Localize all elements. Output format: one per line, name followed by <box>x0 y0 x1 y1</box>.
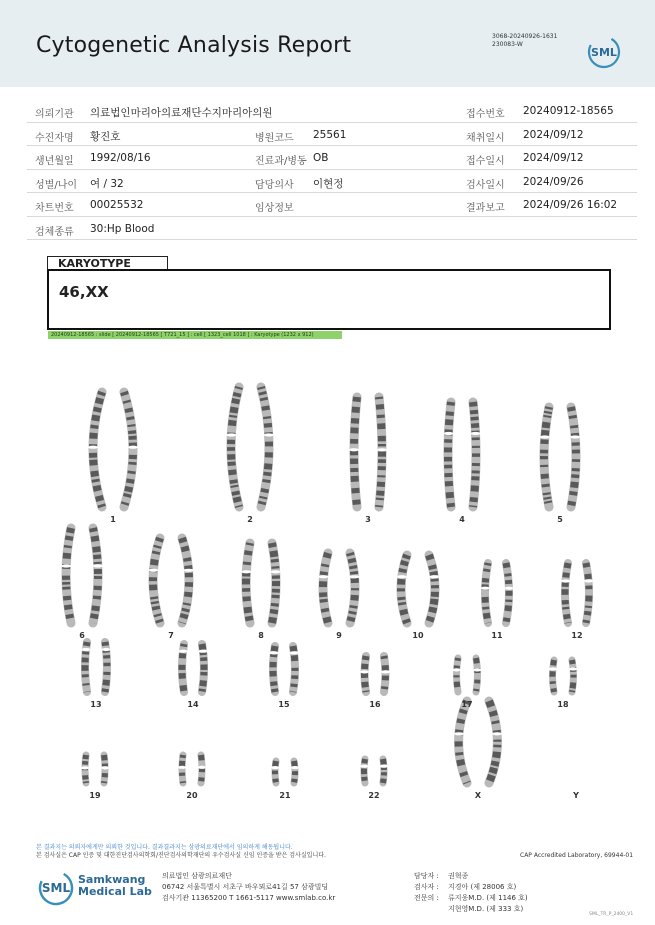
centromere <box>81 648 90 651</box>
report-code-line1: 3068-20240926-1631 <box>492 33 558 40</box>
info-label: 수진자명 <box>35 132 74 144</box>
centromere <box>349 575 359 578</box>
centromere <box>443 432 453 435</box>
centromere <box>570 435 580 438</box>
centromere <box>199 650 208 653</box>
centromere <box>93 564 103 567</box>
info-value: OB <box>313 152 329 164</box>
info-label: 임상정보 <box>255 203 294 214</box>
info-value: 의료법인마리아의료재단수지마리아의원 <box>90 107 273 119</box>
info-row <box>27 193 637 217</box>
info-value: 여 / 32 <box>90 177 124 190</box>
staff-line <box>414 904 528 915</box>
info-row <box>27 170 637 194</box>
addr-line2: 06742 서울특별시 서초구 바우뫼로41길 57 삼광빌딩 <box>162 883 329 891</box>
chromosome-bands <box>294 761 295 783</box>
centromere <box>290 651 299 654</box>
chromosome-label: 20 <box>186 791 198 800</box>
info-label: 결과보고 <box>466 203 505 214</box>
info-row <box>27 217 637 241</box>
staff-role: 담당자 : <box>414 872 439 880</box>
info-value: 25561 <box>313 128 347 141</box>
chromosome-pair <box>88 392 138 507</box>
chromosome-pair <box>561 563 593 623</box>
info-label: 접수일시 <box>466 156 505 167</box>
centromere <box>102 648 111 651</box>
info-value: 20240912-18565 <box>523 105 614 117</box>
staff-line <box>414 893 528 904</box>
info-label: 의뢰기관 <box>35 109 74 120</box>
chromosome-label: 13 <box>90 700 102 709</box>
info-row <box>27 99 637 123</box>
centromere <box>61 564 71 567</box>
centromere <box>241 570 251 573</box>
chromosome-label: 16 <box>369 700 381 709</box>
chromosome-pair <box>81 755 109 783</box>
org-address <box>162 871 335 904</box>
chromosome-pair <box>360 759 388 783</box>
chromosome-label: 12 <box>571 631 583 640</box>
doc-code: SML_TR_P_2400_V1 <box>589 912 634 917</box>
centromere <box>178 766 186 769</box>
staff-list <box>414 871 528 915</box>
centromere <box>128 446 138 449</box>
footer-note-1: 본 결과지는 의뢰자에게만 의뢰한 것입니다. 결과결과지는 삼광의료재단에서 임의하게 해동됩니다. <box>36 844 293 851</box>
staff-name: 권혁종 <box>448 872 469 880</box>
karyotype-label: KARYOTYPE <box>47 256 168 270</box>
chromosome-label: 5 <box>557 515 563 524</box>
info-value: 2024/09/26 <box>523 175 584 188</box>
centromere <box>81 766 89 769</box>
chromosome-pair <box>148 538 193 623</box>
chromosome-pair <box>178 644 207 692</box>
staff-line <box>414 882 528 893</box>
chromosome-label: X <box>474 791 482 800</box>
sml-logo-text: SML <box>591 46 617 59</box>
centromere <box>264 433 274 436</box>
info-value: 황진호 <box>90 130 121 143</box>
centromere <box>561 579 570 582</box>
info-label: 검사일시 <box>466 179 505 191</box>
centromere <box>271 766 279 769</box>
chromosome-label: 18 <box>557 700 569 709</box>
chromosome-label: 8 <box>258 631 264 640</box>
addr-line1: 의료법인 삼광의료재단 <box>162 872 232 880</box>
centromere <box>381 670 390 673</box>
chromosome-label: 11 <box>491 631 503 640</box>
sml-logo-icon <box>586 34 622 70</box>
info-value: 2024/09/12 <box>523 152 584 164</box>
addr-line3: 검사기관 11365200 T 1661-5117 www.smlab.co.kr <box>162 894 336 902</box>
slide-info-bar: 20240912-18565 : slide [ 20240912-18565 [ T721_15 ] : cell [ 1323_cell 1018 ] : Karyotype (1232 x 912) <box>48 331 342 339</box>
staff-name: 지현영M.D. (제 333 호) <box>448 905 524 913</box>
chromosome-label: 1 <box>110 515 116 524</box>
chromosome-pair <box>443 402 480 507</box>
info-label: 생년월일 <box>35 156 74 167</box>
info-value: 2024/09/26 16:02 <box>523 199 618 211</box>
sml-bottom-logo-text: SML <box>41 881 71 895</box>
chromosome-bands <box>201 755 202 783</box>
staff-name: 지경아 (제 28006 호) <box>448 883 517 891</box>
info-value: 2024/09/12 <box>523 128 584 141</box>
info-row <box>27 123 637 147</box>
centromere <box>380 765 388 768</box>
staff-line <box>414 871 528 882</box>
chromosome-bands <box>473 402 476 507</box>
chromosome <box>448 402 451 507</box>
centromere <box>584 579 593 582</box>
chromosome-label: 21 <box>279 791 291 800</box>
chromosome-pair <box>481 563 514 623</box>
centromere <box>269 651 278 654</box>
info-label: 검체종류 <box>35 226 74 238</box>
info-value: 30:Hp Blood <box>90 222 155 235</box>
centromere <box>492 732 502 735</box>
chromosome-label: Y <box>573 791 579 800</box>
centromere <box>569 667 577 670</box>
karyogram <box>0 355 655 805</box>
chromosome <box>182 755 183 783</box>
staff-role: 검사자 : <box>414 883 439 891</box>
cap-accreditation: CAP Accredited Laboratory, 69944-01 <box>520 852 634 859</box>
chromosome-pair <box>319 553 360 623</box>
info-value: 이현정 <box>313 177 344 190</box>
chromosome-bands <box>364 759 365 783</box>
centromere <box>198 766 206 769</box>
chromosome-pair <box>549 660 577 692</box>
centromere <box>453 668 461 671</box>
info-label: 차트번호 <box>35 203 74 214</box>
chromosome-label: 22 <box>368 791 380 800</box>
centromere <box>88 446 98 449</box>
chromosome-pair <box>269 646 298 692</box>
info-row <box>27 146 637 170</box>
chromosome-label: 2 <box>247 515 253 524</box>
centromere <box>360 765 368 768</box>
org-name <box>78 874 152 898</box>
org-name-line1: Samkwang <box>78 873 146 886</box>
centromere <box>377 448 387 451</box>
centromere <box>349 448 359 451</box>
chromosome-label: 17 <box>461 700 473 709</box>
chromosome-label: 9 <box>336 631 342 640</box>
chromosome-label: 10 <box>412 631 424 640</box>
info-value: 00025532 <box>90 199 144 211</box>
footer-notes <box>36 844 326 860</box>
chromosome-label: 6 <box>79 631 85 640</box>
report-header <box>0 0 655 87</box>
chromosome-label: 7 <box>168 631 174 640</box>
chromosome-label: 4 <box>459 515 465 524</box>
centromere <box>397 575 407 578</box>
chromosome-label: 3 <box>365 515 371 524</box>
centromere <box>504 587 513 590</box>
chromosome-pair <box>241 543 280 623</box>
chromosome-label: 15 <box>278 700 290 709</box>
centromere <box>454 732 464 735</box>
chromosome-pair <box>349 397 387 507</box>
chromosome-label: 14 <box>187 700 199 709</box>
centromere <box>360 670 369 673</box>
chromosome-label: 19 <box>89 791 101 800</box>
centromere <box>549 667 557 670</box>
chromosome-pair <box>397 555 439 623</box>
report-code-line2: 230083-W <box>492 41 523 48</box>
report-code <box>492 33 557 49</box>
centromere <box>471 432 481 435</box>
info-label: 접수번호 <box>466 109 505 120</box>
report-title: Cytogenetic Analysis Report <box>36 33 352 58</box>
staff-name: 류지웅M.D. (제 1146 호) <box>448 894 528 902</box>
centromere <box>148 569 158 572</box>
chromosome-pair <box>540 407 580 507</box>
chromosome <box>323 553 328 623</box>
chromosome-pair <box>81 642 110 692</box>
info-label: 담당의사 <box>255 179 294 191</box>
chromosome-pair <box>178 755 206 783</box>
chromosome-pair <box>226 387 273 507</box>
footer-note-2: 본 검사실은 CAP 인증 및 대한진단검사의학회/진단검사의학재단의 우수검사실 신임 인증을 받은 검사실입니다. <box>36 852 326 859</box>
centromere <box>178 650 187 653</box>
chromosome-bands <box>275 761 276 783</box>
sml-bottom-logo-icon <box>36 868 76 908</box>
chromosome-pair <box>360 656 390 692</box>
centromere <box>184 569 194 572</box>
centromere <box>291 766 299 769</box>
patient-info-table <box>27 99 637 240</box>
centromere <box>319 575 329 578</box>
info-value: 1992/08/16 <box>90 152 151 164</box>
info-label: 성별/나이 <box>35 179 78 191</box>
chromosome-pair <box>271 761 299 783</box>
centromere <box>226 433 236 436</box>
info-label: 진료과/병동 <box>255 156 307 167</box>
centromere <box>481 587 490 590</box>
chromosome <box>231 387 239 507</box>
centromere <box>429 575 439 578</box>
karyotype-result: 46,XX <box>59 283 109 301</box>
karyotype-result-box <box>47 269 611 330</box>
centromere <box>101 766 109 769</box>
staff-role: 전문의 : <box>414 894 439 902</box>
org-name-line2: Medical Lab <box>78 885 152 898</box>
info-label: 병원코드 <box>255 132 294 144</box>
centromere <box>271 570 281 573</box>
chromosome-pair <box>453 658 482 692</box>
chromosome-pair <box>454 701 502 783</box>
info-label: 채취일시 <box>466 132 505 144</box>
chromosome-bands <box>272 543 276 623</box>
chromosome-pair <box>61 528 103 623</box>
centromere <box>540 435 550 438</box>
centromere <box>473 668 481 671</box>
